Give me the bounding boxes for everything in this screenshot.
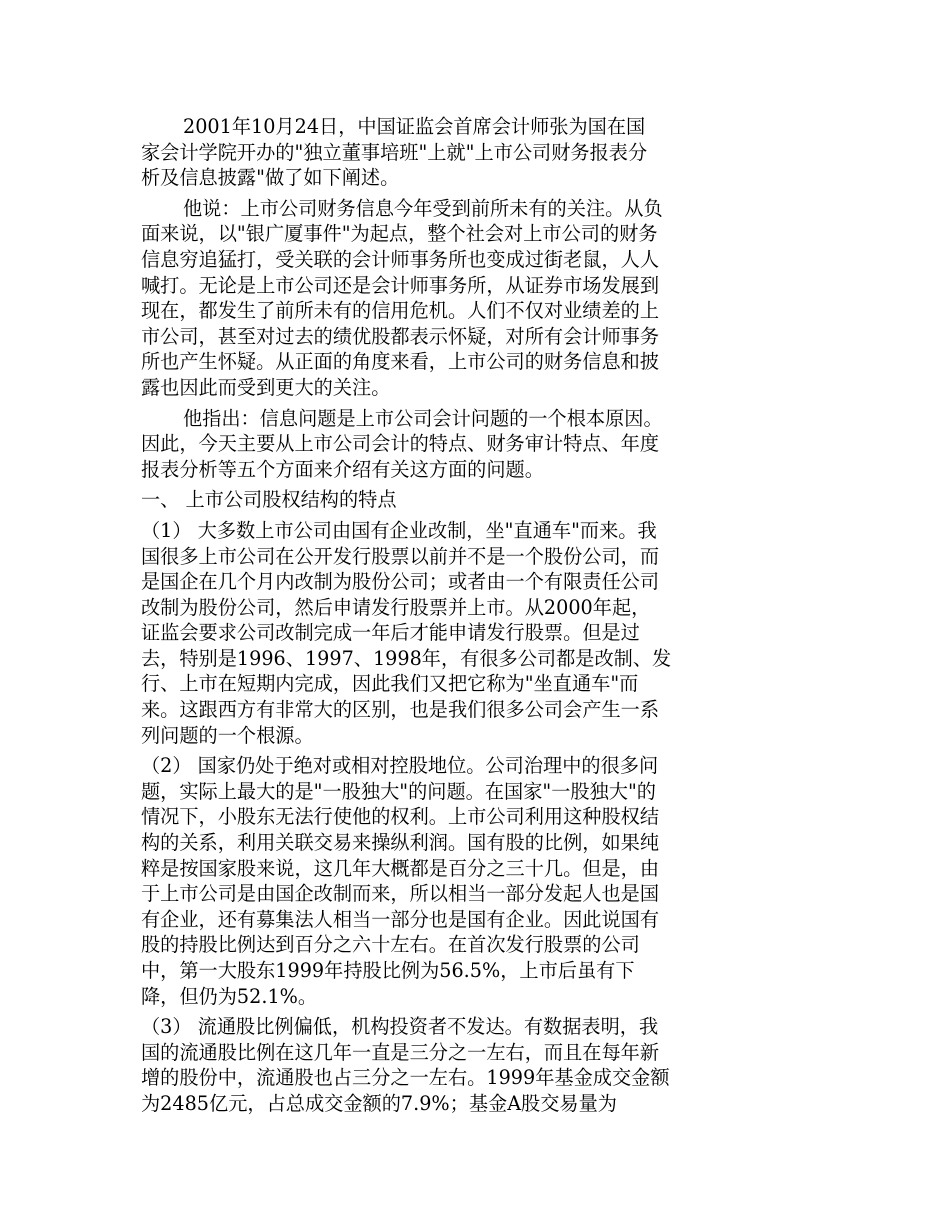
text-line: 现在，都发生了前所未有的信用危机。人们不仅对业绩差的上: [141, 299, 660, 323]
text-line: 列问题的一个根源。: [141, 723, 314, 747]
section-heading: [141, 487, 751, 513]
text-line: 于上市公司是由国企改制而来，所以相当一部分发起人也是国: [141, 882, 660, 906]
text-line: 2001年10月24日，中国证监会首席会计师张为国在国: [183, 115, 646, 138]
body-paragraph: [141, 406, 751, 483]
text-line: 有企业，还有募集法人相当一部分也是国有企业。因此说国有: [141, 907, 660, 931]
body-paragraph: [141, 114, 751, 191]
text-line: 面来说，以"银广厦事件"为起点，整个社会对上市公司的财务: [141, 222, 658, 246]
text-line: 家会计学院开办的"独立董事培班"上就"上市公司财务报表分: [141, 140, 648, 164]
list-item-paragraph: [141, 518, 751, 748]
text-line: 喊打。无论是上市公司还是会计师事务所，从证券市场发展到: [141, 273, 660, 297]
text-line: 去，特别是1996、1997、1998年，有很多公司都是改制、发: [141, 646, 672, 670]
text-line: 中，第一大股东1999年持股比例为56.5%，上市后虽有下: [141, 959, 635, 982]
text-line: 国很多上市公司在公开发行股票以前并不是一个股份公司，而: [141, 544, 660, 568]
text-line: （3） 流通股比例偏低，机构投资者不发达。有数据表明，我: [141, 1015, 659, 1039]
text-line: 股的持股比例达到百分之六十左右。在首次发行股票的公司: [141, 933, 640, 957]
text-line: 证监会要求公司改制完成一年后才能申请发行股票。但是过: [141, 621, 640, 645]
text-line: 是国企在几个月内改制为股份公司；或者由一个有限责任公司: [141, 570, 660, 594]
text-line: 他说：上市公司财务信息今年受到前所未有的关注。从负: [183, 196, 663, 220]
text-line: 他指出：信息问题是上市公司会计问题的一个根本原因。: [183, 406, 663, 430]
text-line: 信息穷追猛打，受关联的会计师事务所也变成过街老鼠，人人: [141, 247, 660, 271]
text-line: 行、上市在短期内完成，因此我们又把它称为"坐直通车"而: [141, 672, 639, 696]
text-line: 因此，今天主要从上市公司会计的特点、财务审计特点、年度: [141, 432, 660, 456]
text-line: 情况下，小股东无法行使他的权利。上市公司利用这种股权结: [141, 805, 660, 829]
text-line: 来。这跟西方有非常大的区别，也是我们很多公司会产生一系: [141, 698, 660, 722]
text-line: 增的股份中，流通股也占三分之一左右。1999年基金成交金额: [141, 1066, 670, 1090]
text-line: 一、 上市公司股权结构的特点: [141, 488, 397, 512]
text-line: 国的流通股比例在这几年一直是三分之一左右，而且在每年新: [141, 1040, 660, 1064]
text-line: 为2485亿元，占总成交金额的7.9%；基金A股交易量为: [141, 1091, 617, 1115]
text-line: 露也因此而受到更大的关注。: [141, 375, 391, 399]
list-item-paragraph: [141, 1014, 751, 1116]
text-line: 改制为股份公司，然后申请发行股票并上市。从2000年起，: [141, 595, 651, 619]
text-line: 报表分析等五个方面来介绍有关这方面的问题。: [141, 457, 544, 481]
text-line: 所也产生怀疑。从正面的角度来看，上市公司的财务信息和披: [141, 350, 660, 374]
text-line: 析及信息披露"做了如下阐述。: [141, 166, 400, 190]
text-line: 题，实际上最大的是"一股独大"的问题。在国家"一股独大"的: [141, 779, 656, 803]
list-item-paragraph: [141, 753, 751, 1009]
text-line: 构的关系，利用关联交易来操纵利润。国有股的比例，如果纯: [141, 831, 660, 855]
text-line: 降，但仍为52.1%。: [141, 984, 318, 1008]
text-line: 市公司，甚至对过去的绩优股都表示怀疑，对所有会计师事务: [141, 324, 660, 348]
text-line: （2） 国家仍处于绝对或相对控股地位。公司治理中的很多问: [141, 754, 659, 778]
text-line: （1） 大多数上市公司由国有企业改制，坐"直通车"而来。我: [141, 518, 657, 542]
text-line: 粹是按国家股来说，这几年大概都是百分之三十几。但是，由: [141, 856, 660, 880]
body-paragraph: [141, 196, 751, 401]
document-body: [141, 114, 751, 1117]
